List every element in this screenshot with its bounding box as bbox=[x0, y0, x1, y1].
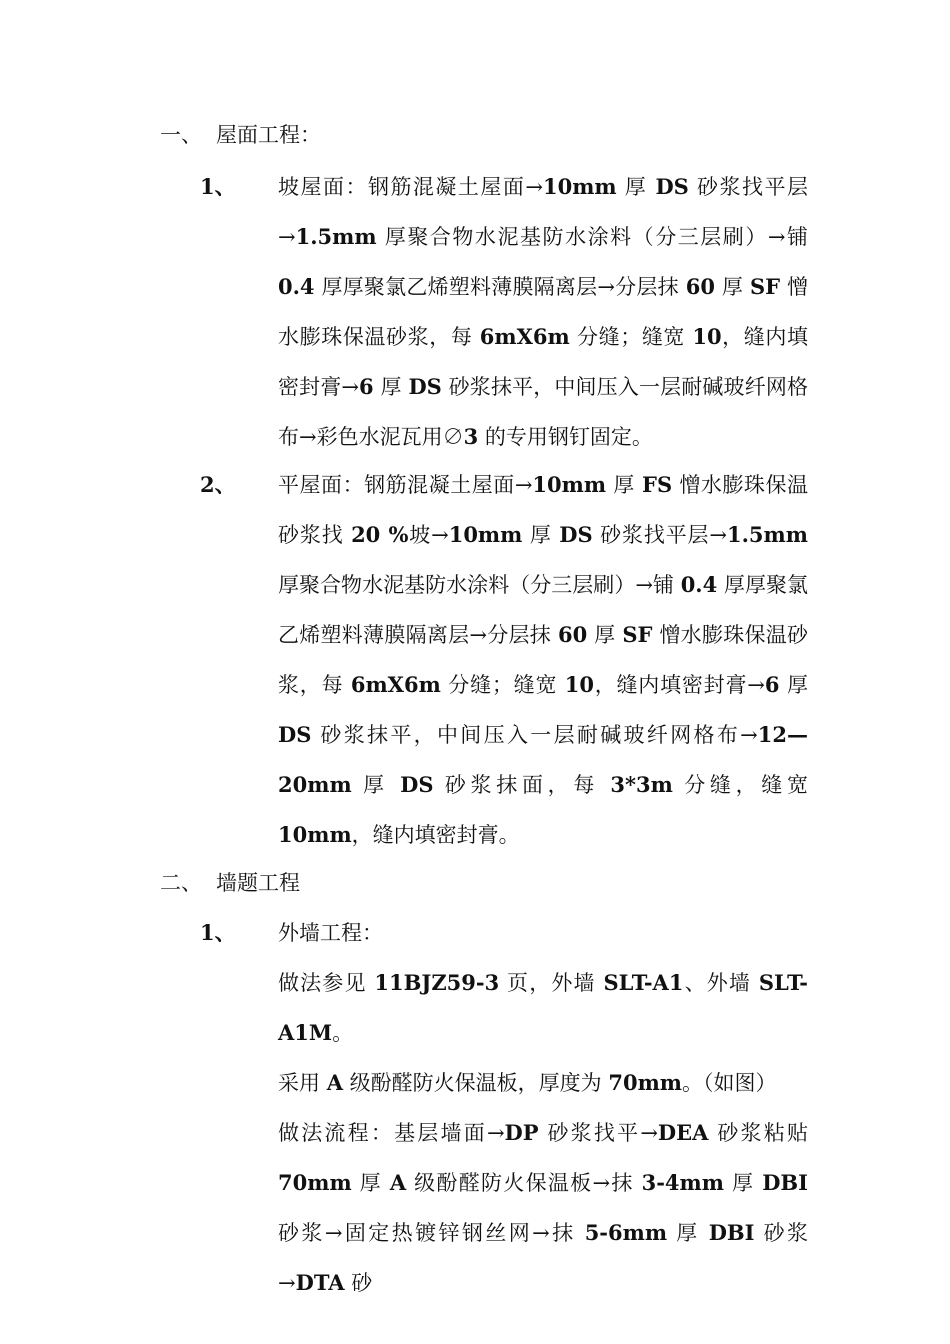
section-heading-roof bbox=[160, 120, 321, 150]
section-heading-wall bbox=[160, 868, 300, 898]
section-title: 墙题工程 bbox=[216, 871, 300, 895]
paragraph: 采用 A 级酚醛防火保温板，厚度为 70mm。（如图） bbox=[278, 1070, 777, 1095]
item-number: 1、 bbox=[200, 174, 236, 199]
item-body bbox=[278, 460, 808, 860]
item-number: 2、 bbox=[200, 472, 236, 497]
paragraph: 坡屋面：钢筋混凝土屋面→10mm 厚 DS 砂浆找平层→1.5mm 厚聚合物水泥基防水涂料（分三层刷）→铺 0.4 厚厚聚氯乙烯塑料薄膜隔离层→分层抹 60 厚 SF 憎水膨珠保温砂浆，每 6mX6m 分缝；缝宽 10，缝内填密封膏→6 厚 DS 砂浆抹平，中间压入一层耐碱玻纤网格布→彩色水泥瓦用∅3 的专用钢钉固定。 bbox=[278, 174, 808, 449]
paragraph: 平屋面：钢筋混凝土屋面→10mm 厚 FS 憎水膨珠保温砂浆找 20 %坡→10mm 厚 DS 砂浆找平层→1.5mm 厚聚合物水泥基防水涂料（分三层刷）→铺 0.4 厚厚聚氯乙烯塑料薄膜隔离层→分层抹 60 厚 SF 憎水膨珠保温砂浆，每 6mX6m 分缝；缝宽 10，缝内填密封膏→6 厚 DS 砂浆抹平，中间压入一层耐碱玻纤网格布→12—20mm 厚 DS 砂浆抹面，每 3*3m 分缝，缝宽 10mm，缝内填密封膏。 bbox=[278, 472, 808, 847]
paragraph: 做法参见 11BJZ59-3 页，外墙 SLT-A1、外墙 SLT-A1M。 bbox=[278, 970, 808, 1045]
item-number: 1、 bbox=[200, 920, 236, 945]
section-title: 屋面工程： bbox=[216, 123, 321, 147]
paragraph: 外墙工程： bbox=[278, 921, 383, 945]
section-number: 二、 bbox=[160, 871, 202, 895]
section-number: 一、 bbox=[160, 123, 202, 147]
item-body bbox=[278, 162, 808, 462]
paragraph: 做法流程：基层墙面→DP 砂浆找平→DEA 砂浆粘贴 70mm 厚 A 级酚醛防火保温板→抹 3-4mm 厚 DBI 砂浆→固定热镀锌钢丝网→抹 5-6mm 厚 DBI 砂浆→DTA 砂 bbox=[278, 1120, 808, 1295]
item-body bbox=[278, 908, 808, 1308]
